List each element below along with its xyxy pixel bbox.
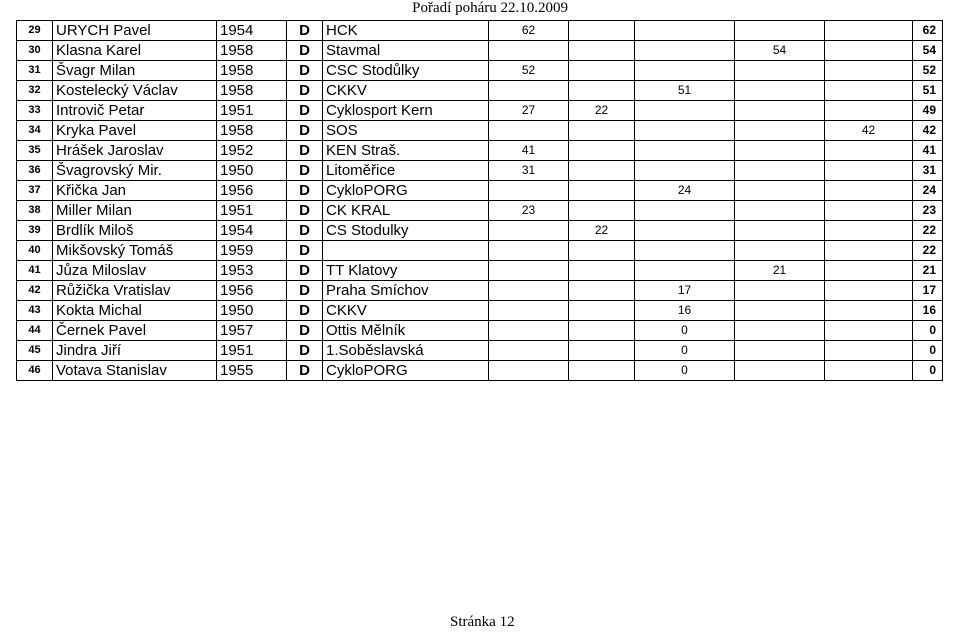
race-1-points: 27: [489, 101, 569, 121]
table-row: [17, 281, 943, 301]
total-points: 21: [913, 261, 943, 281]
row-rank: 35: [17, 141, 53, 161]
race-3-points: 0: [635, 321, 735, 341]
race-4-points: [735, 181, 825, 201]
category: D: [287, 101, 323, 121]
race-1-points: [489, 241, 569, 261]
race-3-points: [635, 221, 735, 241]
rider-name: Votava Stanislav: [53, 361, 217, 381]
total-points: 0: [913, 321, 943, 341]
category: D: [287, 201, 323, 221]
club-name: KEN Straš.: [323, 141, 489, 161]
rider-name: Introvič Petar: [53, 101, 217, 121]
race-2-points: [569, 241, 635, 261]
race-3-points: [635, 101, 735, 121]
race-5-points: [825, 241, 913, 261]
birth-year: 1958: [217, 41, 287, 61]
category: D: [287, 181, 323, 201]
race-3-points: [635, 141, 735, 161]
birth-year: 1953: [217, 261, 287, 281]
race-2-points: [569, 81, 635, 101]
birth-year: 1951: [217, 101, 287, 121]
club-name: Litoměřice: [323, 161, 489, 181]
race-2-points: [569, 121, 635, 141]
club-name: 1.Soběslavská: [323, 341, 489, 361]
race-1-points: [489, 301, 569, 321]
rider-name: Brdlík Miloš: [53, 221, 217, 241]
club-name: Cyklosport Kern: [323, 101, 489, 121]
race-5-points: [825, 181, 913, 201]
category: D: [287, 161, 323, 181]
race-1-points: 41: [489, 141, 569, 161]
club-name: Stavmal: [323, 41, 489, 61]
race-2-points: [569, 61, 635, 81]
row-rank: 45: [17, 341, 53, 361]
total-points: 24: [913, 181, 943, 201]
race-3-points: [635, 41, 735, 61]
race-5-points: [825, 81, 913, 101]
birth-year: 1950: [217, 301, 287, 321]
birth-year: 1952: [217, 141, 287, 161]
row-rank: 29: [17, 21, 53, 41]
table-row: [17, 301, 943, 321]
race-3-points: [635, 201, 735, 221]
row-rank: 31: [17, 61, 53, 81]
race-4-points: [735, 281, 825, 301]
race-5-points: [825, 361, 913, 381]
row-rank: 43: [17, 301, 53, 321]
race-5-points: 42: [825, 121, 913, 141]
club-name: HCK: [323, 21, 489, 41]
rider-name: Miller Milan: [53, 201, 217, 221]
category: D: [287, 221, 323, 241]
race-2-points: 22: [569, 101, 635, 121]
race-4-points: 21: [735, 261, 825, 281]
total-points: 23: [913, 201, 943, 221]
race-2-points: [569, 21, 635, 41]
race-5-points: [825, 281, 913, 301]
race-1-points: [489, 341, 569, 361]
club-name: CK KRAL: [323, 201, 489, 221]
category: D: [287, 281, 323, 301]
race-3-points: [635, 161, 735, 181]
club-name: SOS: [323, 121, 489, 141]
race-2-points: [569, 201, 635, 221]
rider-name: URYCH Pavel: [53, 21, 217, 41]
club-name: TT Klatovy: [323, 261, 489, 281]
total-points: 22: [913, 221, 943, 241]
total-points: 16: [913, 301, 943, 321]
table-row: [17, 101, 943, 121]
total-points: 42: [913, 121, 943, 141]
birth-year: 1955: [217, 361, 287, 381]
total-points: 0: [913, 341, 943, 361]
row-rank: 44: [17, 321, 53, 341]
rider-name: Křička Jan: [53, 181, 217, 201]
category: D: [287, 241, 323, 261]
total-points: 31: [913, 161, 943, 181]
row-rank: 37: [17, 181, 53, 201]
race-4-points: [735, 81, 825, 101]
table-row: [17, 21, 943, 41]
category: D: [287, 261, 323, 281]
birth-year: 1958: [217, 61, 287, 81]
race-4-points: [735, 101, 825, 121]
row-rank: 46: [17, 361, 53, 381]
total-points: 41: [913, 141, 943, 161]
table-row: [17, 341, 943, 361]
club-name: Ottis Mělník: [323, 321, 489, 341]
rider-name: Mikšovský Tomáš: [53, 241, 217, 261]
results-table: [16, 20, 943, 381]
race-1-points: 31: [489, 161, 569, 181]
club-name: CS Stodulky: [323, 221, 489, 241]
race-1-points: [489, 81, 569, 101]
birth-year: 1957: [217, 321, 287, 341]
race-5-points: [825, 161, 913, 181]
race-2-points: [569, 321, 635, 341]
table-row: [17, 161, 943, 181]
club-name: CykloPORG: [323, 361, 489, 381]
race-5-points: [825, 321, 913, 341]
race-2-points: [569, 141, 635, 161]
rider-name: Kryka Pavel: [53, 121, 217, 141]
club-name: Praha Smíchov: [323, 281, 489, 301]
category: D: [287, 121, 323, 141]
race-5-points: [825, 21, 913, 41]
birth-year: 1951: [217, 341, 287, 361]
race-4-points: [735, 61, 825, 81]
race-4-points: [735, 241, 825, 261]
race-3-points: [635, 121, 735, 141]
race-1-points: [489, 121, 569, 141]
race-4-points: [735, 141, 825, 161]
total-points: 22: [913, 241, 943, 261]
category: D: [287, 321, 323, 341]
row-rank: 34: [17, 121, 53, 141]
rider-name: Hrášek Jaroslav: [53, 141, 217, 161]
race-4-points: [735, 321, 825, 341]
birth-year: 1954: [217, 221, 287, 241]
race-2-points: [569, 361, 635, 381]
results-table-body: [17, 21, 943, 381]
table-row: [17, 201, 943, 221]
birth-year: 1958: [217, 121, 287, 141]
total-points: 49: [913, 101, 943, 121]
birth-year: 1959: [217, 241, 287, 261]
race-5-points: [825, 301, 913, 321]
table-row: [17, 181, 943, 201]
row-rank: 30: [17, 41, 53, 61]
birth-year: 1956: [217, 181, 287, 201]
race-3-points: 51: [635, 81, 735, 101]
race-3-points: 17: [635, 281, 735, 301]
birth-year: 1954: [217, 21, 287, 41]
race-1-points: [489, 181, 569, 201]
birth-year: 1956: [217, 281, 287, 301]
race-4-points: [735, 301, 825, 321]
category: D: [287, 141, 323, 161]
total-points: 17: [913, 281, 943, 301]
table-row: [17, 321, 943, 341]
category: D: [287, 301, 323, 321]
race-2-points: [569, 41, 635, 61]
table-row: [17, 141, 943, 161]
race-1-points: [489, 261, 569, 281]
birth-year: 1950: [217, 161, 287, 181]
table-row: [17, 361, 943, 381]
total-points: 51: [913, 81, 943, 101]
race-1-points: 23: [489, 201, 569, 221]
rider-name: Švagr Milan: [53, 61, 217, 81]
race-5-points: [825, 261, 913, 281]
rider-name: Jůza Miloslav: [53, 261, 217, 281]
race-1-points: 62: [489, 21, 569, 41]
rider-name: Kokta Michal: [53, 301, 217, 321]
club-name: [323, 241, 489, 261]
club-name: CSC Stodůlky: [323, 61, 489, 81]
page-header-title: Pořadí poháru 22.10.2009: [412, 0, 568, 16]
club-name: CKKV: [323, 301, 489, 321]
club-name: CKKV: [323, 81, 489, 101]
rider-name: Švagrovský Mir.: [53, 161, 217, 181]
row-rank: 38: [17, 201, 53, 221]
race-5-points: [825, 141, 913, 161]
rider-name: Klasna Karel: [53, 41, 217, 61]
category: D: [287, 81, 323, 101]
rider-name: Černek Pavel: [53, 321, 217, 341]
race-2-points: [569, 181, 635, 201]
race-5-points: [825, 221, 913, 241]
row-rank: 39: [17, 221, 53, 241]
race-4-points: [735, 361, 825, 381]
table-row: [17, 61, 943, 81]
total-points: 62: [913, 21, 943, 41]
race-2-points: [569, 261, 635, 281]
table-row: [17, 81, 943, 101]
race-5-points: [825, 101, 913, 121]
total-points: 54: [913, 41, 943, 61]
race-4-points: [735, 121, 825, 141]
race-1-points: [489, 221, 569, 241]
total-points: 52: [913, 61, 943, 81]
row-rank: 42: [17, 281, 53, 301]
race-5-points: [825, 201, 913, 221]
category: D: [287, 341, 323, 361]
race-2-points: [569, 161, 635, 181]
race-3-points: 24: [635, 181, 735, 201]
race-2-points: [569, 341, 635, 361]
race-1-points: 52: [489, 61, 569, 81]
category: D: [287, 41, 323, 61]
race-2-points: 22: [569, 221, 635, 241]
rider-name: Růžička Vratislav: [53, 281, 217, 301]
race-4-points: [735, 21, 825, 41]
page-footer: Stránka 12: [450, 614, 515, 630]
race-4-points: [735, 341, 825, 361]
total-points: 0: [913, 361, 943, 381]
birth-year: 1951: [217, 201, 287, 221]
race-3-points: [635, 261, 735, 281]
race-4-points: 54: [735, 41, 825, 61]
race-3-points: [635, 241, 735, 261]
category: D: [287, 21, 323, 41]
table-row: [17, 41, 943, 61]
rider-name: Jindra Jiří: [53, 341, 217, 361]
race-1-points: [489, 41, 569, 61]
race-3-points: 16: [635, 301, 735, 321]
birth-year: 1958: [217, 81, 287, 101]
race-1-points: [489, 281, 569, 301]
category: D: [287, 61, 323, 81]
race-1-points: [489, 321, 569, 341]
table-row: [17, 261, 943, 281]
race-4-points: [735, 201, 825, 221]
table-row: [17, 121, 943, 141]
race-5-points: [825, 61, 913, 81]
rider-name: Kostelecký Václav: [53, 81, 217, 101]
race-3-points: [635, 61, 735, 81]
table-row: [17, 241, 943, 261]
race-3-points: 0: [635, 341, 735, 361]
table-row: [17, 221, 943, 241]
race-5-points: [825, 341, 913, 361]
race-2-points: [569, 281, 635, 301]
race-5-points: [825, 41, 913, 61]
row-rank: 33: [17, 101, 53, 121]
row-rank: 32: [17, 81, 53, 101]
category: D: [287, 361, 323, 381]
race-1-points: [489, 361, 569, 381]
race-3-points: [635, 21, 735, 41]
race-2-points: [569, 301, 635, 321]
race-4-points: [735, 161, 825, 181]
row-rank: 41: [17, 261, 53, 281]
race-3-points: 0: [635, 361, 735, 381]
row-rank: 36: [17, 161, 53, 181]
club-name: CykloPORG: [323, 181, 489, 201]
row-rank: 40: [17, 241, 53, 261]
race-4-points: [735, 221, 825, 241]
